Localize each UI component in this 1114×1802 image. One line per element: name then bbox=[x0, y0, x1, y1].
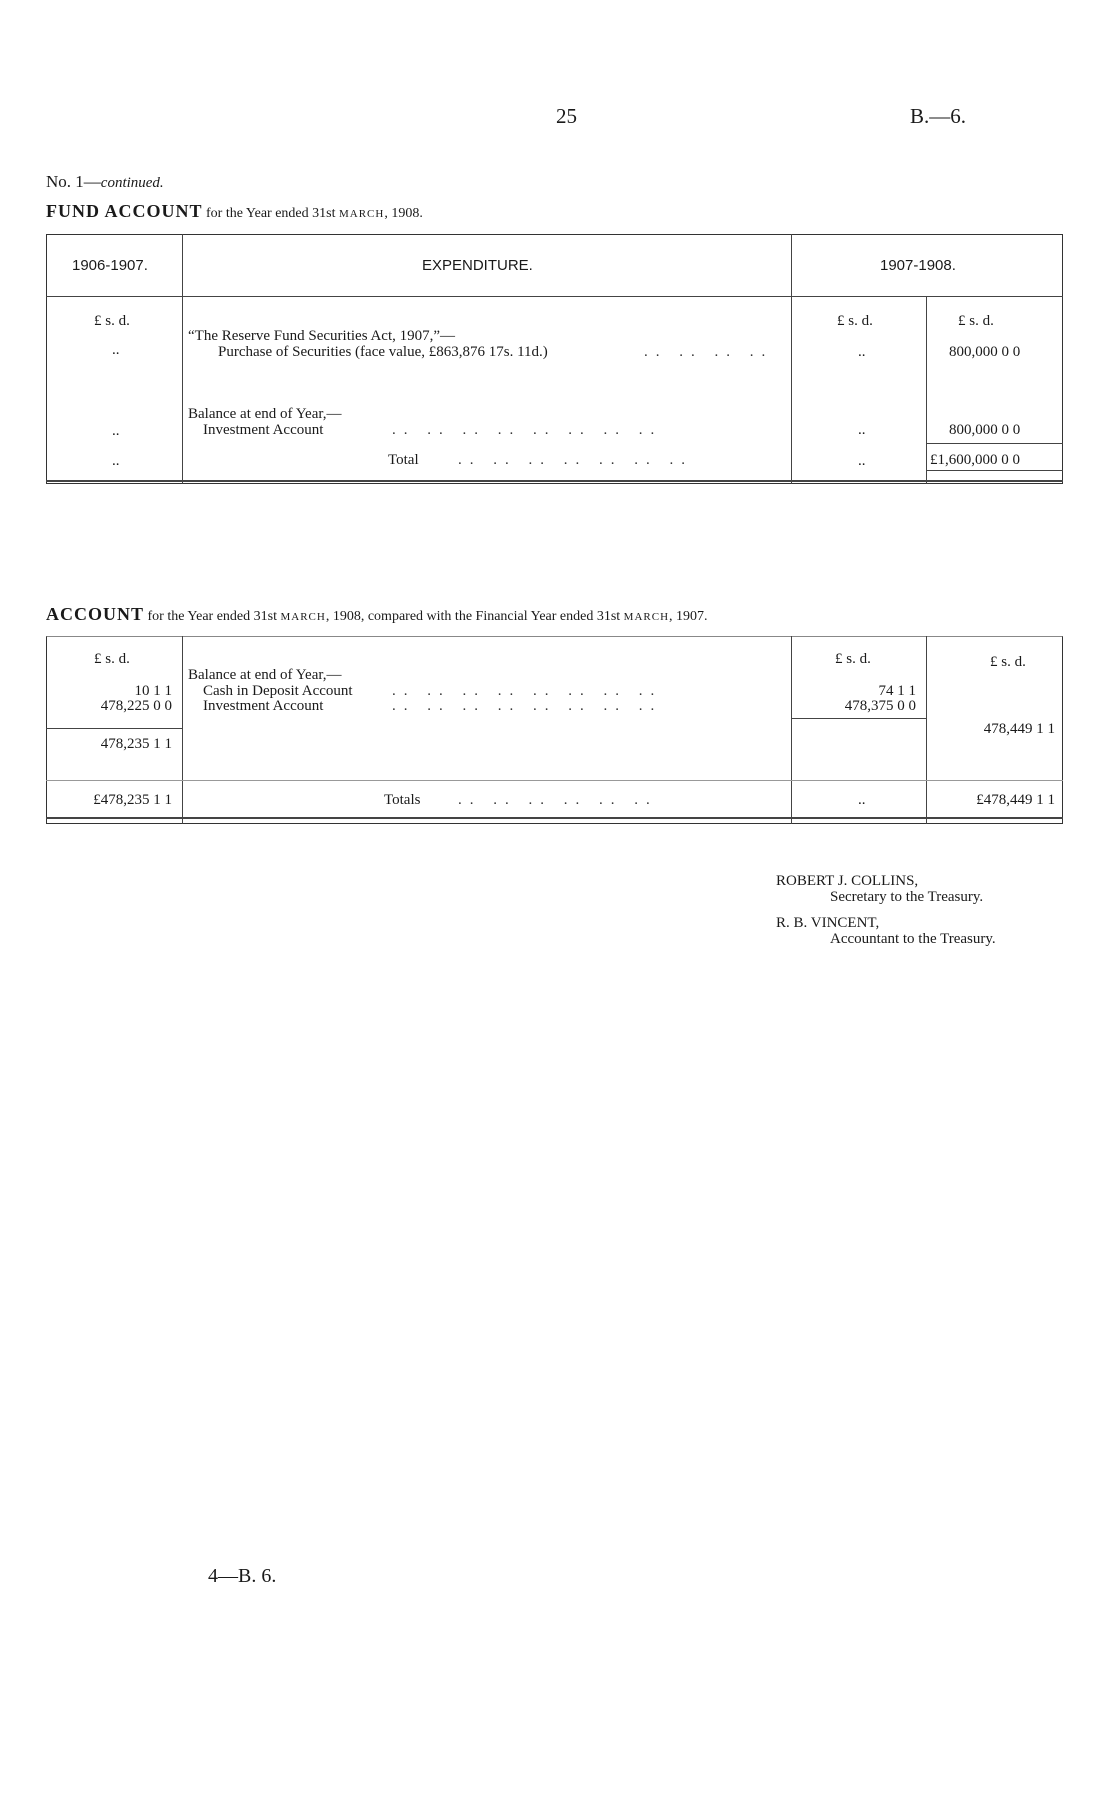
signatory-2-name: R. B. VINCENT, bbox=[776, 915, 880, 931]
fund-col-header-expenditure: EXPENDITURE. bbox=[422, 257, 533, 274]
account-money-header-left: £ s. d. bbox=[94, 651, 130, 667]
account-money-header-mid: £ s. d. bbox=[835, 651, 871, 667]
fund-account-title-text: for the Year ended 31st bbox=[206, 206, 336, 221]
fund-row2-mid-value: .. bbox=[858, 422, 866, 438]
fund-total-left-value: .. bbox=[112, 453, 120, 469]
fund-row1-label-1: “The Reserve Fund Securities Act, 1907,”— bbox=[188, 328, 456, 344]
account-mid-subtotal-rule bbox=[791, 718, 926, 719]
account-left-value-investment: 478,225 0 0 bbox=[100, 698, 172, 714]
fund-row2-left-value: .. bbox=[112, 423, 120, 439]
fund-row1-mid-value: .. bbox=[858, 344, 866, 360]
account-title-month: MARCH bbox=[280, 611, 326, 623]
account-totals-leader-dots: .. .. .. .. .. .. bbox=[458, 792, 658, 808]
fund-account-title-month: MARCH bbox=[339, 208, 385, 220]
fund-row2-right-value: 800,000 0 0 bbox=[949, 422, 1021, 438]
fund-account-title bbox=[46, 201, 423, 222]
fund-account-bottom-rule bbox=[46, 480, 1063, 482]
account-balance-label: Balance at end of Year,— bbox=[188, 667, 342, 683]
fund-col-header-1907: 1907-1908. bbox=[880, 257, 956, 274]
page-number: 25 bbox=[556, 104, 577, 128]
account-totals-label: Totals bbox=[384, 792, 421, 808]
account-bottom-rule bbox=[46, 817, 1063, 819]
account-right-value: 478,449 1 1 bbox=[983, 721, 1055, 737]
fund-account-total-rule-mid bbox=[926, 470, 1063, 471]
account-mid-value-cash: 74 1 1 bbox=[878, 683, 916, 699]
fund-money-header-left: £ s. d. bbox=[94, 313, 130, 329]
account-cash-leader-dots: .. .. .. .. .. .. .. .. bbox=[392, 683, 663, 699]
fund-account-header-rule bbox=[46, 296, 1063, 297]
account-left-subtotal-rule bbox=[46, 728, 182, 729]
fund-account-total-rule-top bbox=[926, 443, 1063, 444]
signatory-1-name: ROBERT J. COLLINS, bbox=[776, 873, 919, 889]
fund-row2-label-1: Balance at end of Year,— bbox=[188, 406, 342, 422]
account-title-year-2: , 1907. bbox=[669, 609, 708, 624]
account-left-subtotal: 478,235 1 1 bbox=[100, 736, 172, 752]
fund-row1-right-value: 800,000 0 0 bbox=[949, 344, 1021, 360]
signatory-1-title: Secretary to the Treasury. bbox=[830, 889, 984, 905]
account-col-divider-2 bbox=[791, 636, 792, 824]
fund-total-mid-value: .. bbox=[858, 453, 866, 469]
account-col-divider-1 bbox=[182, 636, 183, 824]
account-title-compared: , 1908, compared with the Financial Year ended 31st bbox=[325, 609, 621, 624]
fund-account-title-year: , 1908. bbox=[384, 206, 423, 221]
account-left-value-cash: 10 1 1 bbox=[134, 683, 172, 699]
fund-row2-leader-dots: .. .. .. .. .. .. .. .. bbox=[392, 422, 663, 438]
account-title-month-2: MARCH bbox=[623, 611, 670, 623]
fund-col-header-1906: 1906-1907. bbox=[72, 257, 148, 274]
continued-heading bbox=[46, 172, 164, 192]
fund-total-label: Total bbox=[388, 452, 419, 468]
continued-number: No. 1— bbox=[46, 172, 101, 191]
fund-row1-leader-dots: .. .. .. .. bbox=[644, 344, 774, 360]
account-title-bold: ACCOUNT bbox=[46, 604, 145, 624]
signatory-2-title: Accountant to the Treasury. bbox=[830, 931, 996, 947]
account-title-text: for the Year ended 31st bbox=[147, 609, 277, 624]
continued-label: continued. bbox=[100, 175, 164, 191]
fund-row1-left-value: .. bbox=[112, 342, 120, 358]
account-col-divider-3 bbox=[926, 636, 927, 824]
fund-account-col-divider-2 bbox=[791, 234, 792, 484]
account-mid-value-investment: 478,375 0 0 bbox=[844, 698, 916, 714]
fund-account-col-divider-1 bbox=[182, 234, 183, 484]
printer-signature-mark: 4—B. 6. bbox=[208, 1565, 277, 1587]
account-investment-label: Investment Account bbox=[203, 698, 324, 714]
document-reference: B.—6. bbox=[910, 104, 967, 128]
fund-money-header-mid: £ s. d. bbox=[837, 313, 873, 329]
account-totals-right-value: £478,449 1 1 bbox=[976, 792, 1055, 808]
fund-money-header-right: £ s. d. bbox=[958, 313, 994, 329]
fund-row1-label-2: Purchase of Securities (face value, £863,876 17s. 11d.) bbox=[218, 344, 548, 360]
account-title bbox=[46, 604, 708, 625]
fund-row2-label-2: Investment Account bbox=[203, 422, 324, 438]
account-totals-rule bbox=[46, 780, 1063, 781]
fund-total-right-value: £1,600,000 0 0 bbox=[930, 452, 1020, 468]
account-cash-label: Cash in Deposit Account bbox=[203, 683, 353, 699]
account-totals-left-value: £478,235 1 1 bbox=[93, 792, 172, 808]
account-money-header-right: £ s. d. bbox=[990, 654, 1026, 670]
fund-account-col-divider-3 bbox=[926, 296, 927, 484]
account-totals-mid-value: .. bbox=[858, 792, 866, 808]
account-investment-leader-dots: .. .. .. .. .. .. .. .. bbox=[392, 698, 663, 714]
fund-total-leader-dots: .. .. .. .. .. .. .. bbox=[458, 452, 693, 468]
fund-account-title-bold: FUND ACCOUNT bbox=[46, 201, 203, 221]
